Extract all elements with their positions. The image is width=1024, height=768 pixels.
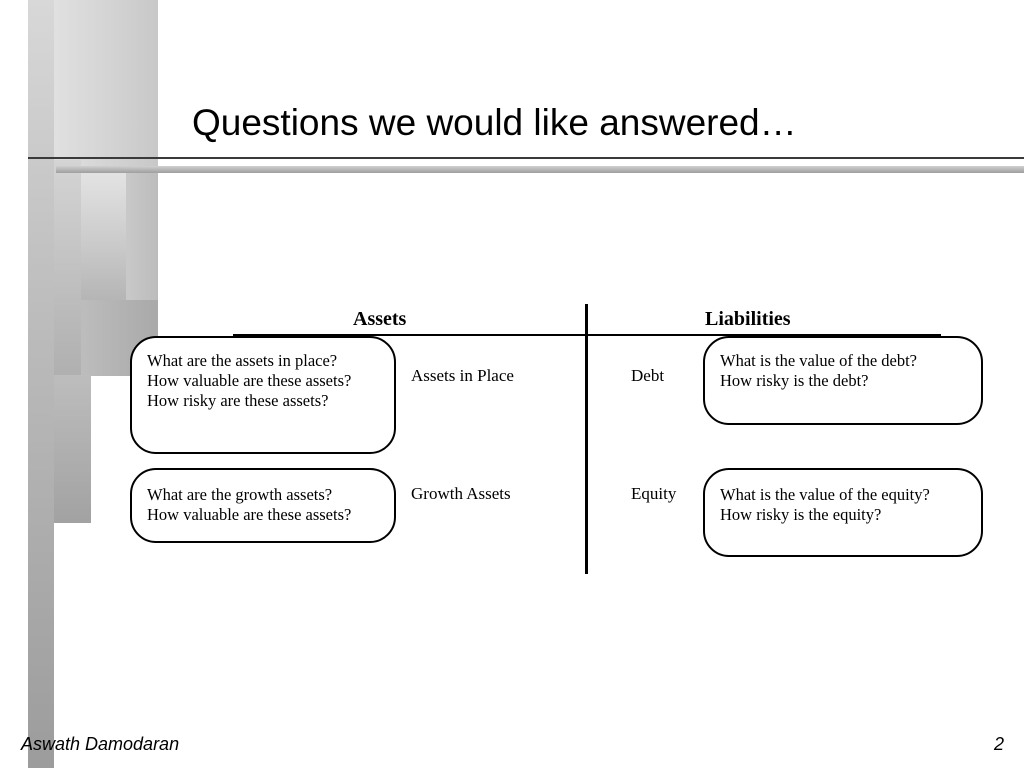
question-text: What is the value of the equity? [720, 485, 930, 504]
assets-header: Assets [353, 308, 407, 330]
title-shadow-rule [56, 166, 1024, 173]
page-number: 2 [993, 734, 1004, 754]
slide-title: Questions we would like answered… [192, 102, 797, 143]
debt-questions-box [703, 336, 983, 425]
assets-in-place-label: Assets in Place [411, 366, 514, 385]
balance-sheet-vertical-line [585, 304, 588, 574]
question-text: How risky are these assets? [147, 391, 329, 410]
footer-author: Aswath Damodaran [21, 734, 180, 754]
question-text: How risky is the debt? [720, 371, 869, 390]
equity-questions-box [703, 468, 983, 557]
question-text: What is the value of the debt? [720, 351, 918, 370]
decorative-bar [49, 375, 91, 523]
question-text: What are the growth assets? [147, 485, 333, 504]
title-underline [28, 157, 1024, 159]
question-text: How risky is the equity? [720, 505, 882, 524]
growth-assets-label: Growth Assets [411, 484, 511, 503]
debt-label: Debt [631, 366, 665, 385]
equity-label: Equity [631, 484, 677, 503]
question-text: How valuable are these assets? [147, 371, 352, 390]
liabilities-header: Liabilities [705, 308, 791, 330]
decorative-bar [28, 0, 54, 768]
question-text: How valuable are these assets? [147, 505, 352, 524]
assets-in-place-questions-box [130, 336, 396, 454]
growth-assets-questions-box [130, 468, 396, 543]
question-text: What are the assets in place? [147, 351, 338, 370]
